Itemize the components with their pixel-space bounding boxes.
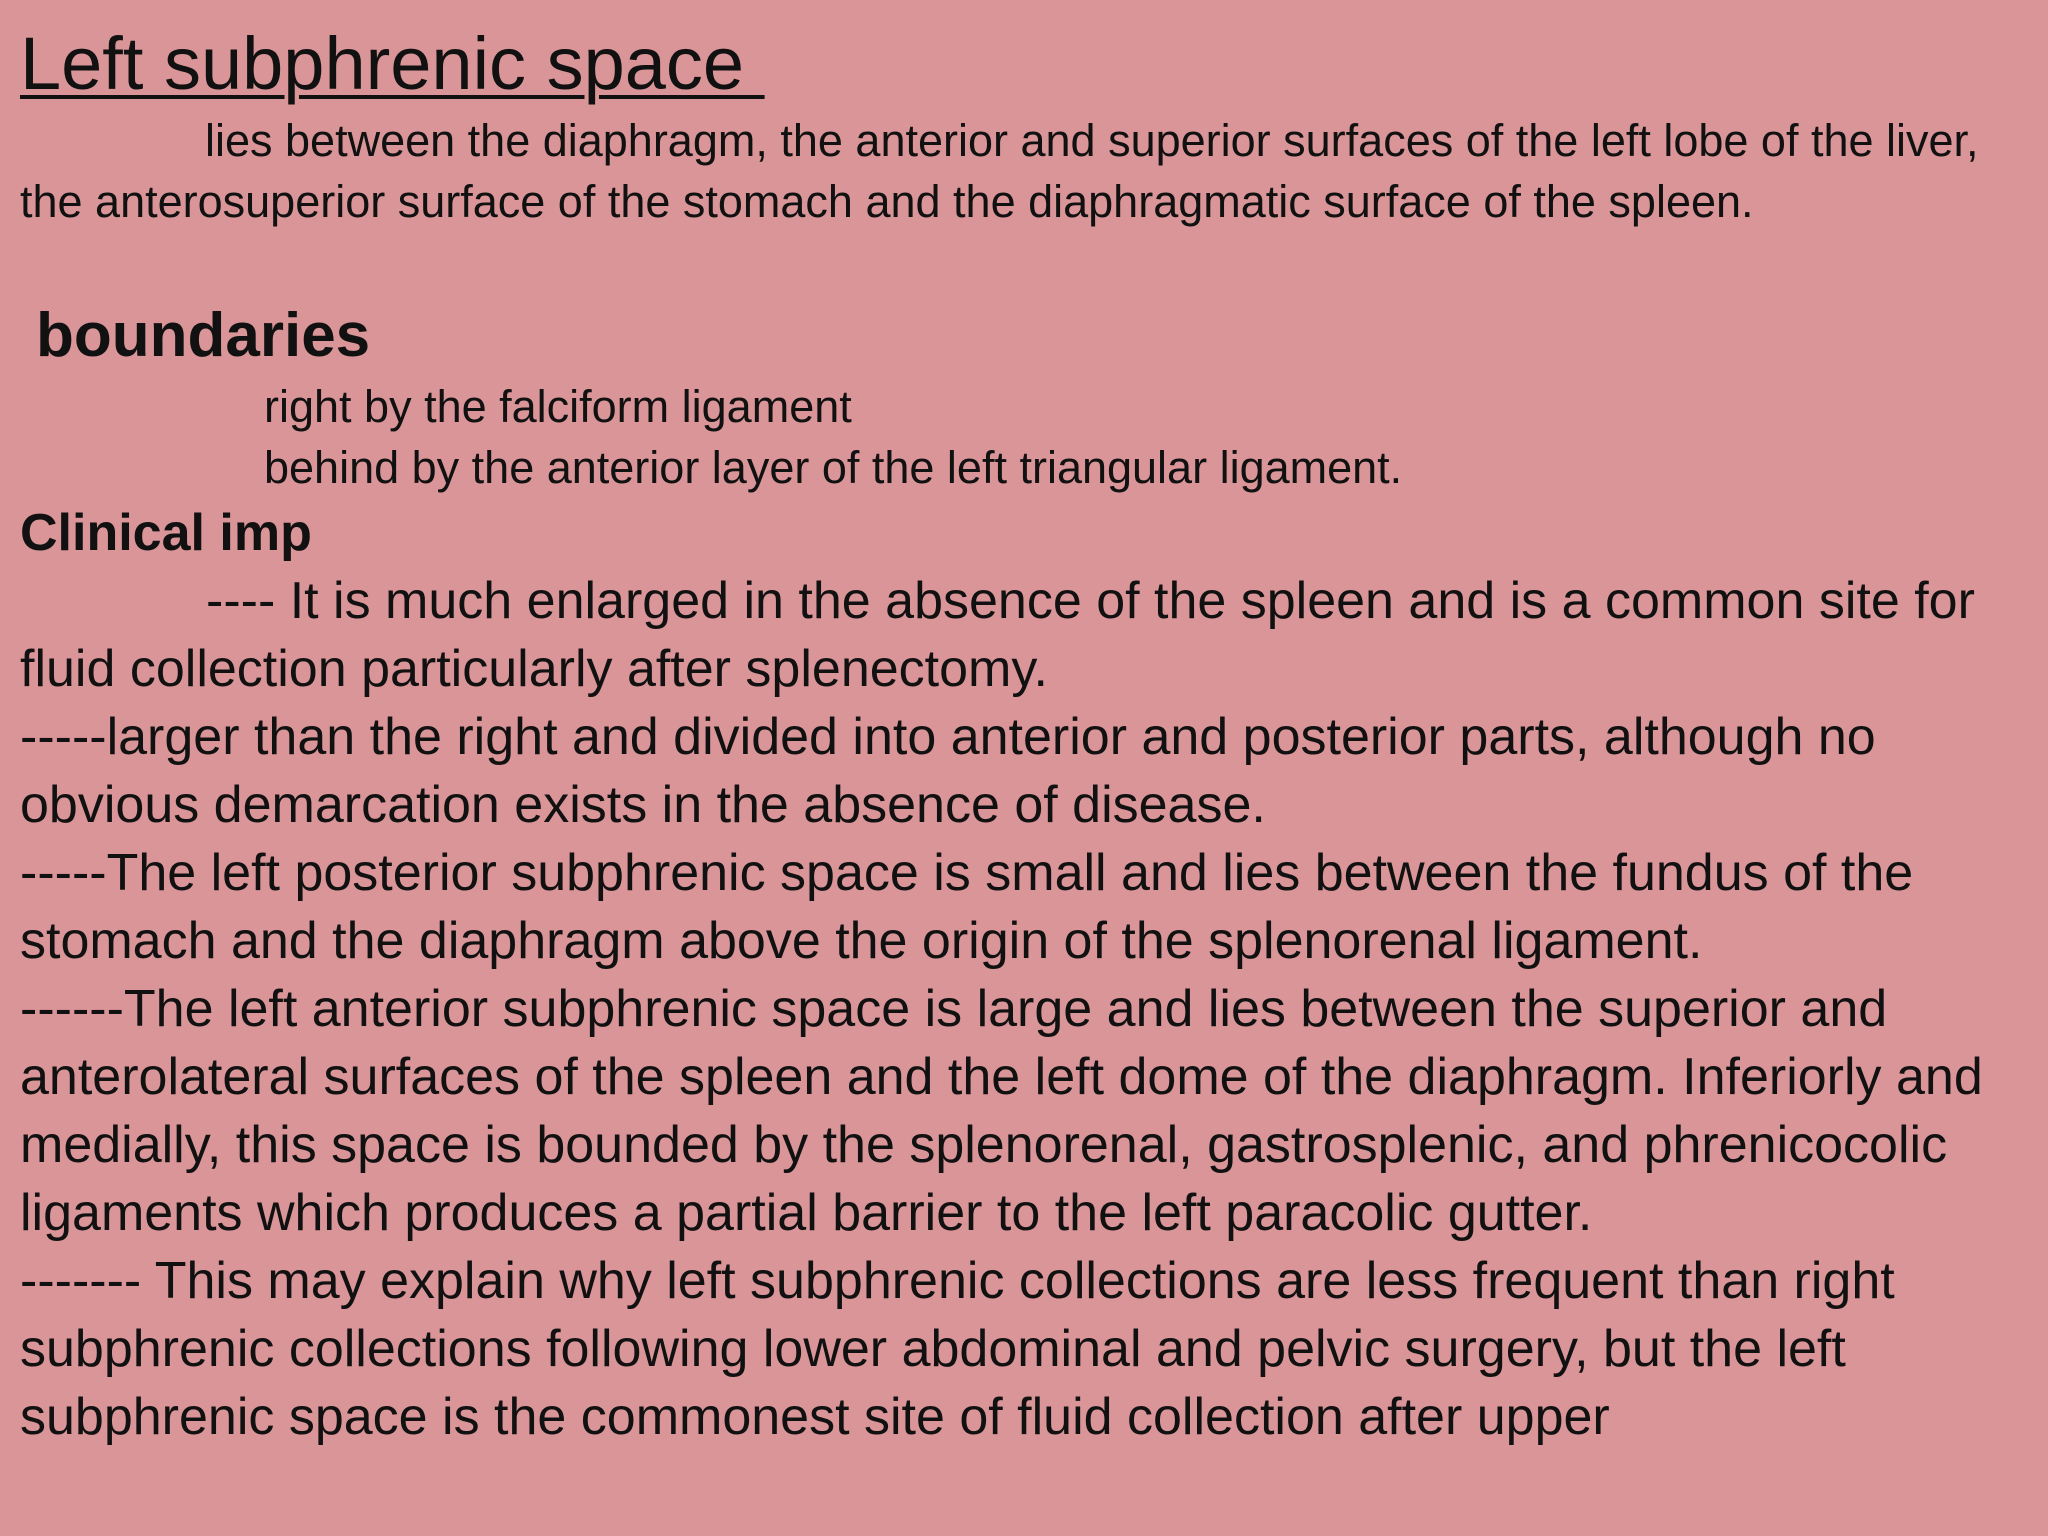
clinical-point: ---- It is much enlarged in the absence of the spleen and is a common site for fluid collection particularly after splenectomy. <box>20 572 1975 698</box>
boundaries-heading: boundaries <box>36 301 371 370</box>
intro-paragraph: lies between the diaphragm, the anterior and superior surfaces of the left lobe of the liver, the anterosuperior surface of the stomach and the diaphragmatic surface of the spleen. <box>20 115 1979 227</box>
clinical-points <box>20 567 2040 1451</box>
clinical-heading: Clinical imp <box>20 504 312 562</box>
clinical-point: ------The left anterior subphrenic space is large and lies between the superior and anterolateral surfaces of the spleen and the left dome of the diaphragm. Inferiorly and medially, this space is bounded by the splenorenal, gastrosplenic, and phrenicocolic ligaments which produces a partial barrier to the left paracolic gutter. <box>20 980 1983 1242</box>
boundary-item: right by the falciform ligament <box>264 381 852 432</box>
clinical-point: -----larger than the right and divided into anterior and posterior parts, although no obvious demarcation exists in the absence of disease. <box>20 708 1876 834</box>
boundary-item: behind by the anterior layer of the left triangular ligament. <box>264 442 1403 493</box>
clinical-point: ------- This may explain why left subphrenic collections are less frequent than right subphrenic collections following lower abdominal and pelvic surgery, but the left subphrenic space is the commonest site of fluid collection after upper <box>20 1252 1895 1446</box>
clinical-point: -----The left posterior subphrenic space is small and lies between the fundus of the stomach and the diaphragm above the origin of the splenorenal ligament. <box>20 844 1914 970</box>
slide-title: Left subphrenic space <box>20 22 765 105</box>
